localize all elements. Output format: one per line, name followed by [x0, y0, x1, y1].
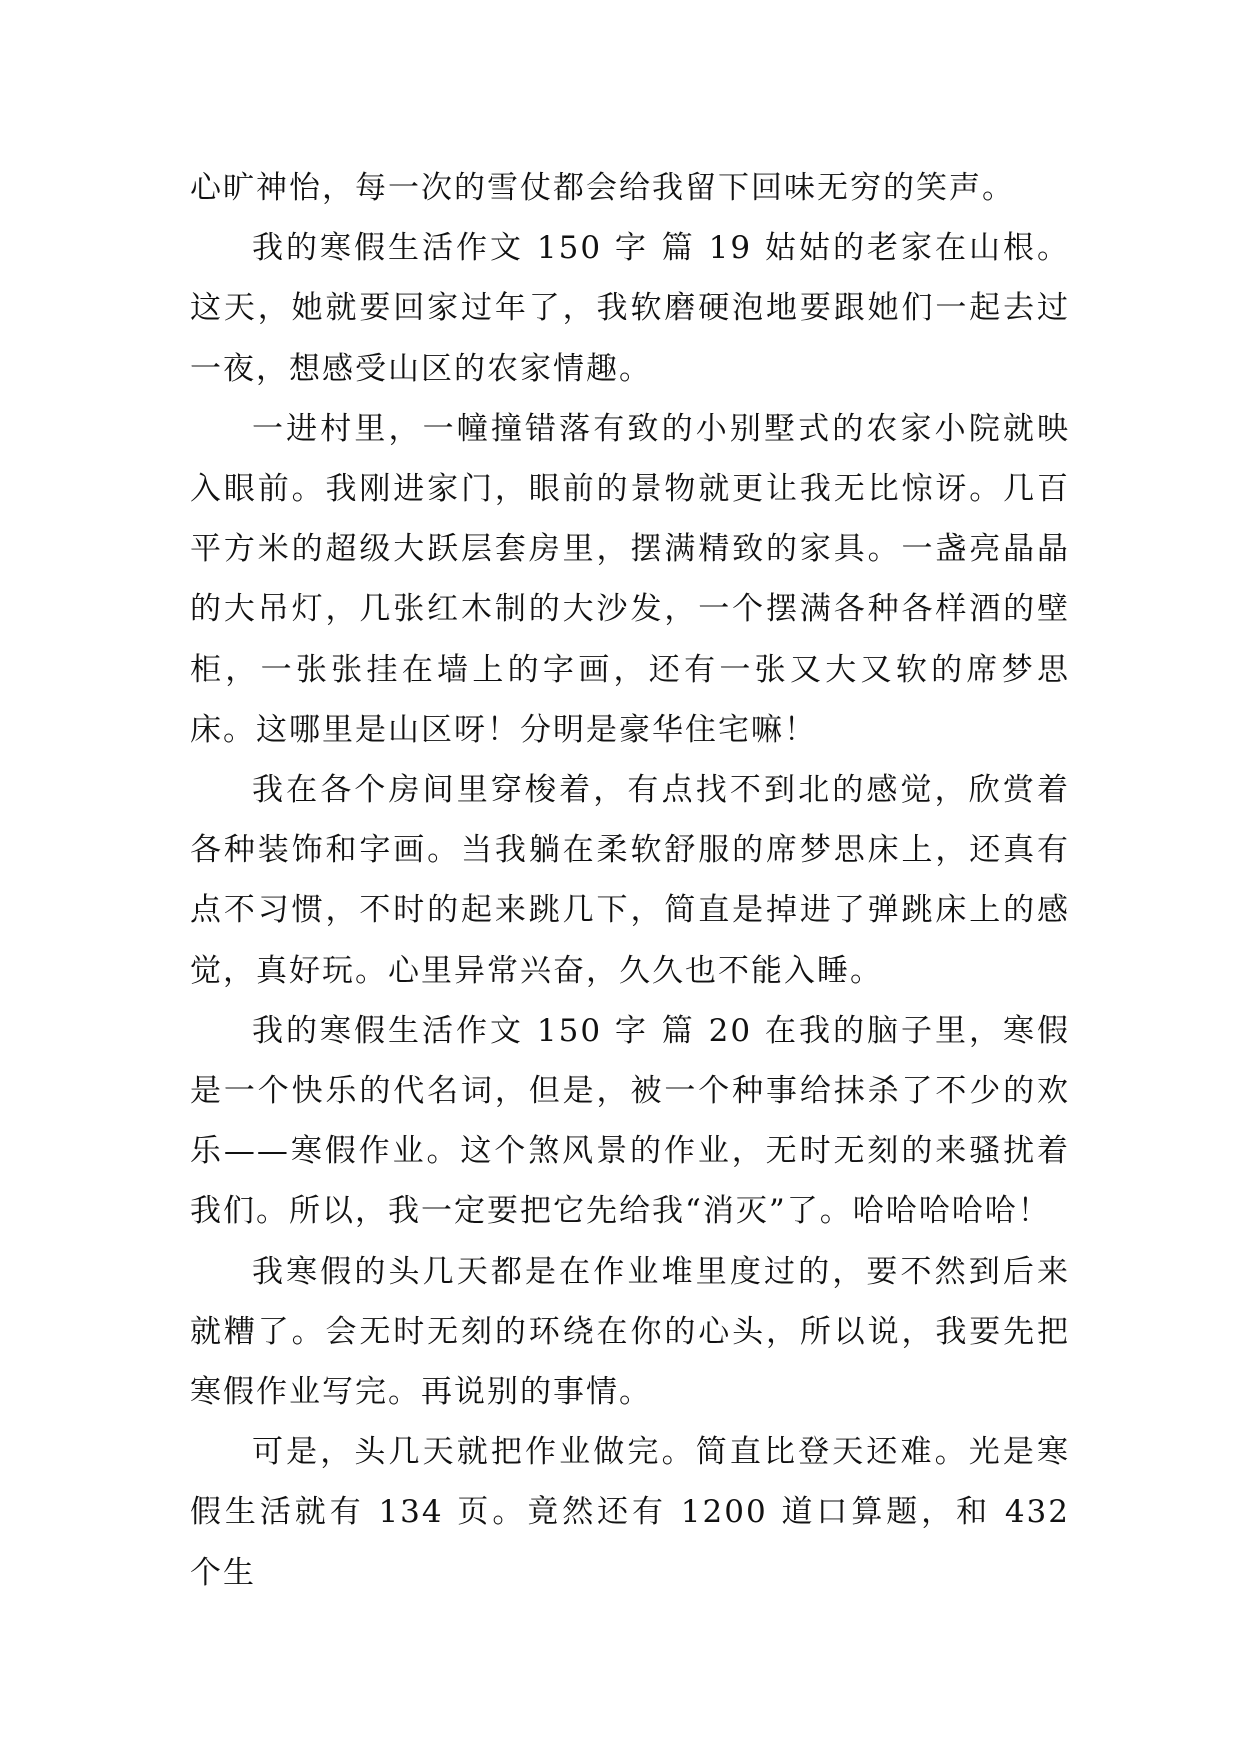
paragraph: 我寒假的头几天都是在作业堆里度过的，要不然到后来就糟了。会无时无刻的环绕在你的心头，所以说，我要先把寒假作业写完。再说别的事情。 [190, 1253, 1070, 1411]
paragraph: 我的寒假生活作文 150 字 篇 19 姑姑的老家在山根。这天，她就要回家过年了，我软磨硬泡地要跟她们一起去过一夜，想感受山区的农家情趣。 [190, 230, 1070, 387]
paragraph: 我的寒假生活作文 150 字 篇 20 在我的脑子里，寒假是一个快乐的代名词，但是，被一个种事给抹杀了不少的欢乐——寒假作业。这个煞风景的作业，无时无刻的来骚扰着我们。所以，我一定要把它先给我“消灭”了。哈哈哈哈哈！ [190, 1012, 1070, 1230]
paragraph: 一进村里，一幢撞错落有致的小别墅式的农家小院就映入眼前。我刚进家门，眼前的景物就更让我无比惊讶。几百平方米的超级大跃层套房里，摆满精致的家具。一盏亮晶晶的大吊灯，几张红木制的大沙发，一个摆满各种各样酒的壁柜，一张张挂在墙上的字画，还有一张又大又软的席梦思床。这哪里是山区呀！分明是豪华住宅嘛！ [190, 410, 1070, 748]
paragraph: 可是，头几天就把作业做完。简直比登天还难。光是寒假生活就有 134 页。竟然还有 1200 道口算题，和 432 个生 [190, 1434, 1070, 1591]
document-body [190, 158, 1070, 1603]
paragraph: 心旷神怡，每一次的雪仗都会给我留下回味无穷的笑声。 [190, 170, 1015, 206]
paragraph: 我在各个房间里穿梭着，有点找不到北的感觉，欣赏着各种装饰和字画。当我躺在柔软舒服的席梦思床上，还真有点不习惯，不时的起来跳几下，简直是掉进了弹跳床上的感觉，真好玩。心里异常兴奋，久久也不能入睡。 [190, 772, 1070, 989]
